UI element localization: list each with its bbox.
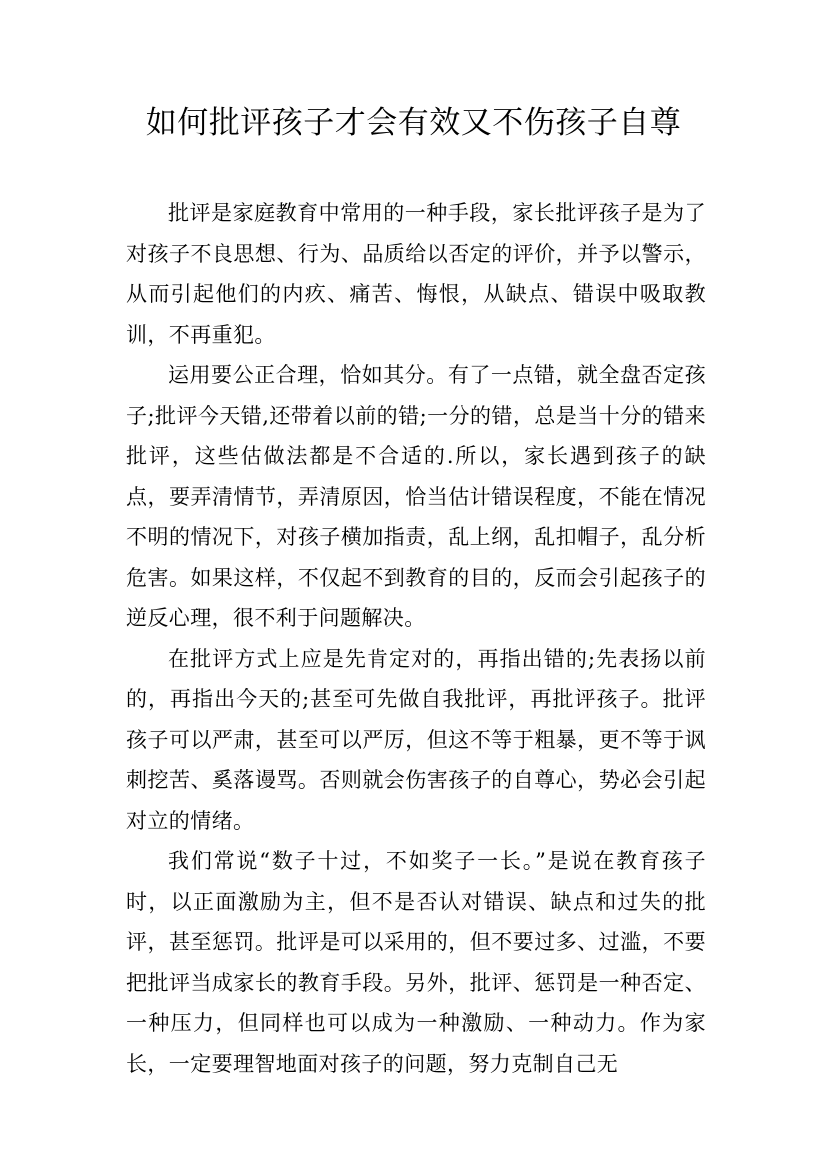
document-body bbox=[126, 193, 706, 1084]
document-title: 如何批评孩子才会有效又不伤孩子自尊 bbox=[145, 105, 682, 141]
paragraph: 在批评方式上应是先肯定对的，再指出错的;先表扬以前的，再指出今天的;甚至可先做自我批评，再批评孩子。批评孩子可以严肃，甚至可以严厉，但这不等于粗暴，更不等于讽刺挖苦、奚落谩骂。否则就会伤害孩子的自尊心，势必会引起对立的情绪。 bbox=[126, 646, 706, 833]
paragraph: 我们常说“数子十过，不如奖子一长。”是说在教育孩子时，以正面激励为主，但不是否认对错误、缺点和过失的批评，甚至惩罚。批评是可以采用的，但不要过多、过滥，不要把批评当成家长的教育手段。另外，批评、惩罚是一种否定、一种压力，但同样也可以成为一种激励、一种动力。作为家长，一定要理智地面对孩子的问题，努力克制自己无 bbox=[126, 849, 706, 1076]
paragraph: 运用要公正合理，恰如其分。有了一点错，就全盘否定孩子;批评今天错,还带着以前的错;一分的错，总是当十分的错来批评，这些估做法都是不合适的.所以，家长遇到孩子的缺点，要弄清情节，弄清原因，恰当估计错误程度，不能在情况不明的情况下，对孩子横加指责，乱上纲，乱扣帽子，乱分析危害。如果这样，不仅起不到教育的目的，反而会引起孩子的逆反心理，很不利于问题解决。 bbox=[126, 363, 706, 630]
paragraph: 批评是家庭教育中常用的一种手段，家长批评孩子是为了对孩子不良思想、行为、品质给以否定的评价，并予以警示，从而引起他们的内疚、痛苦、悔恨，从缺点、错误中吸取教训，不再重犯。 bbox=[126, 201, 706, 347]
